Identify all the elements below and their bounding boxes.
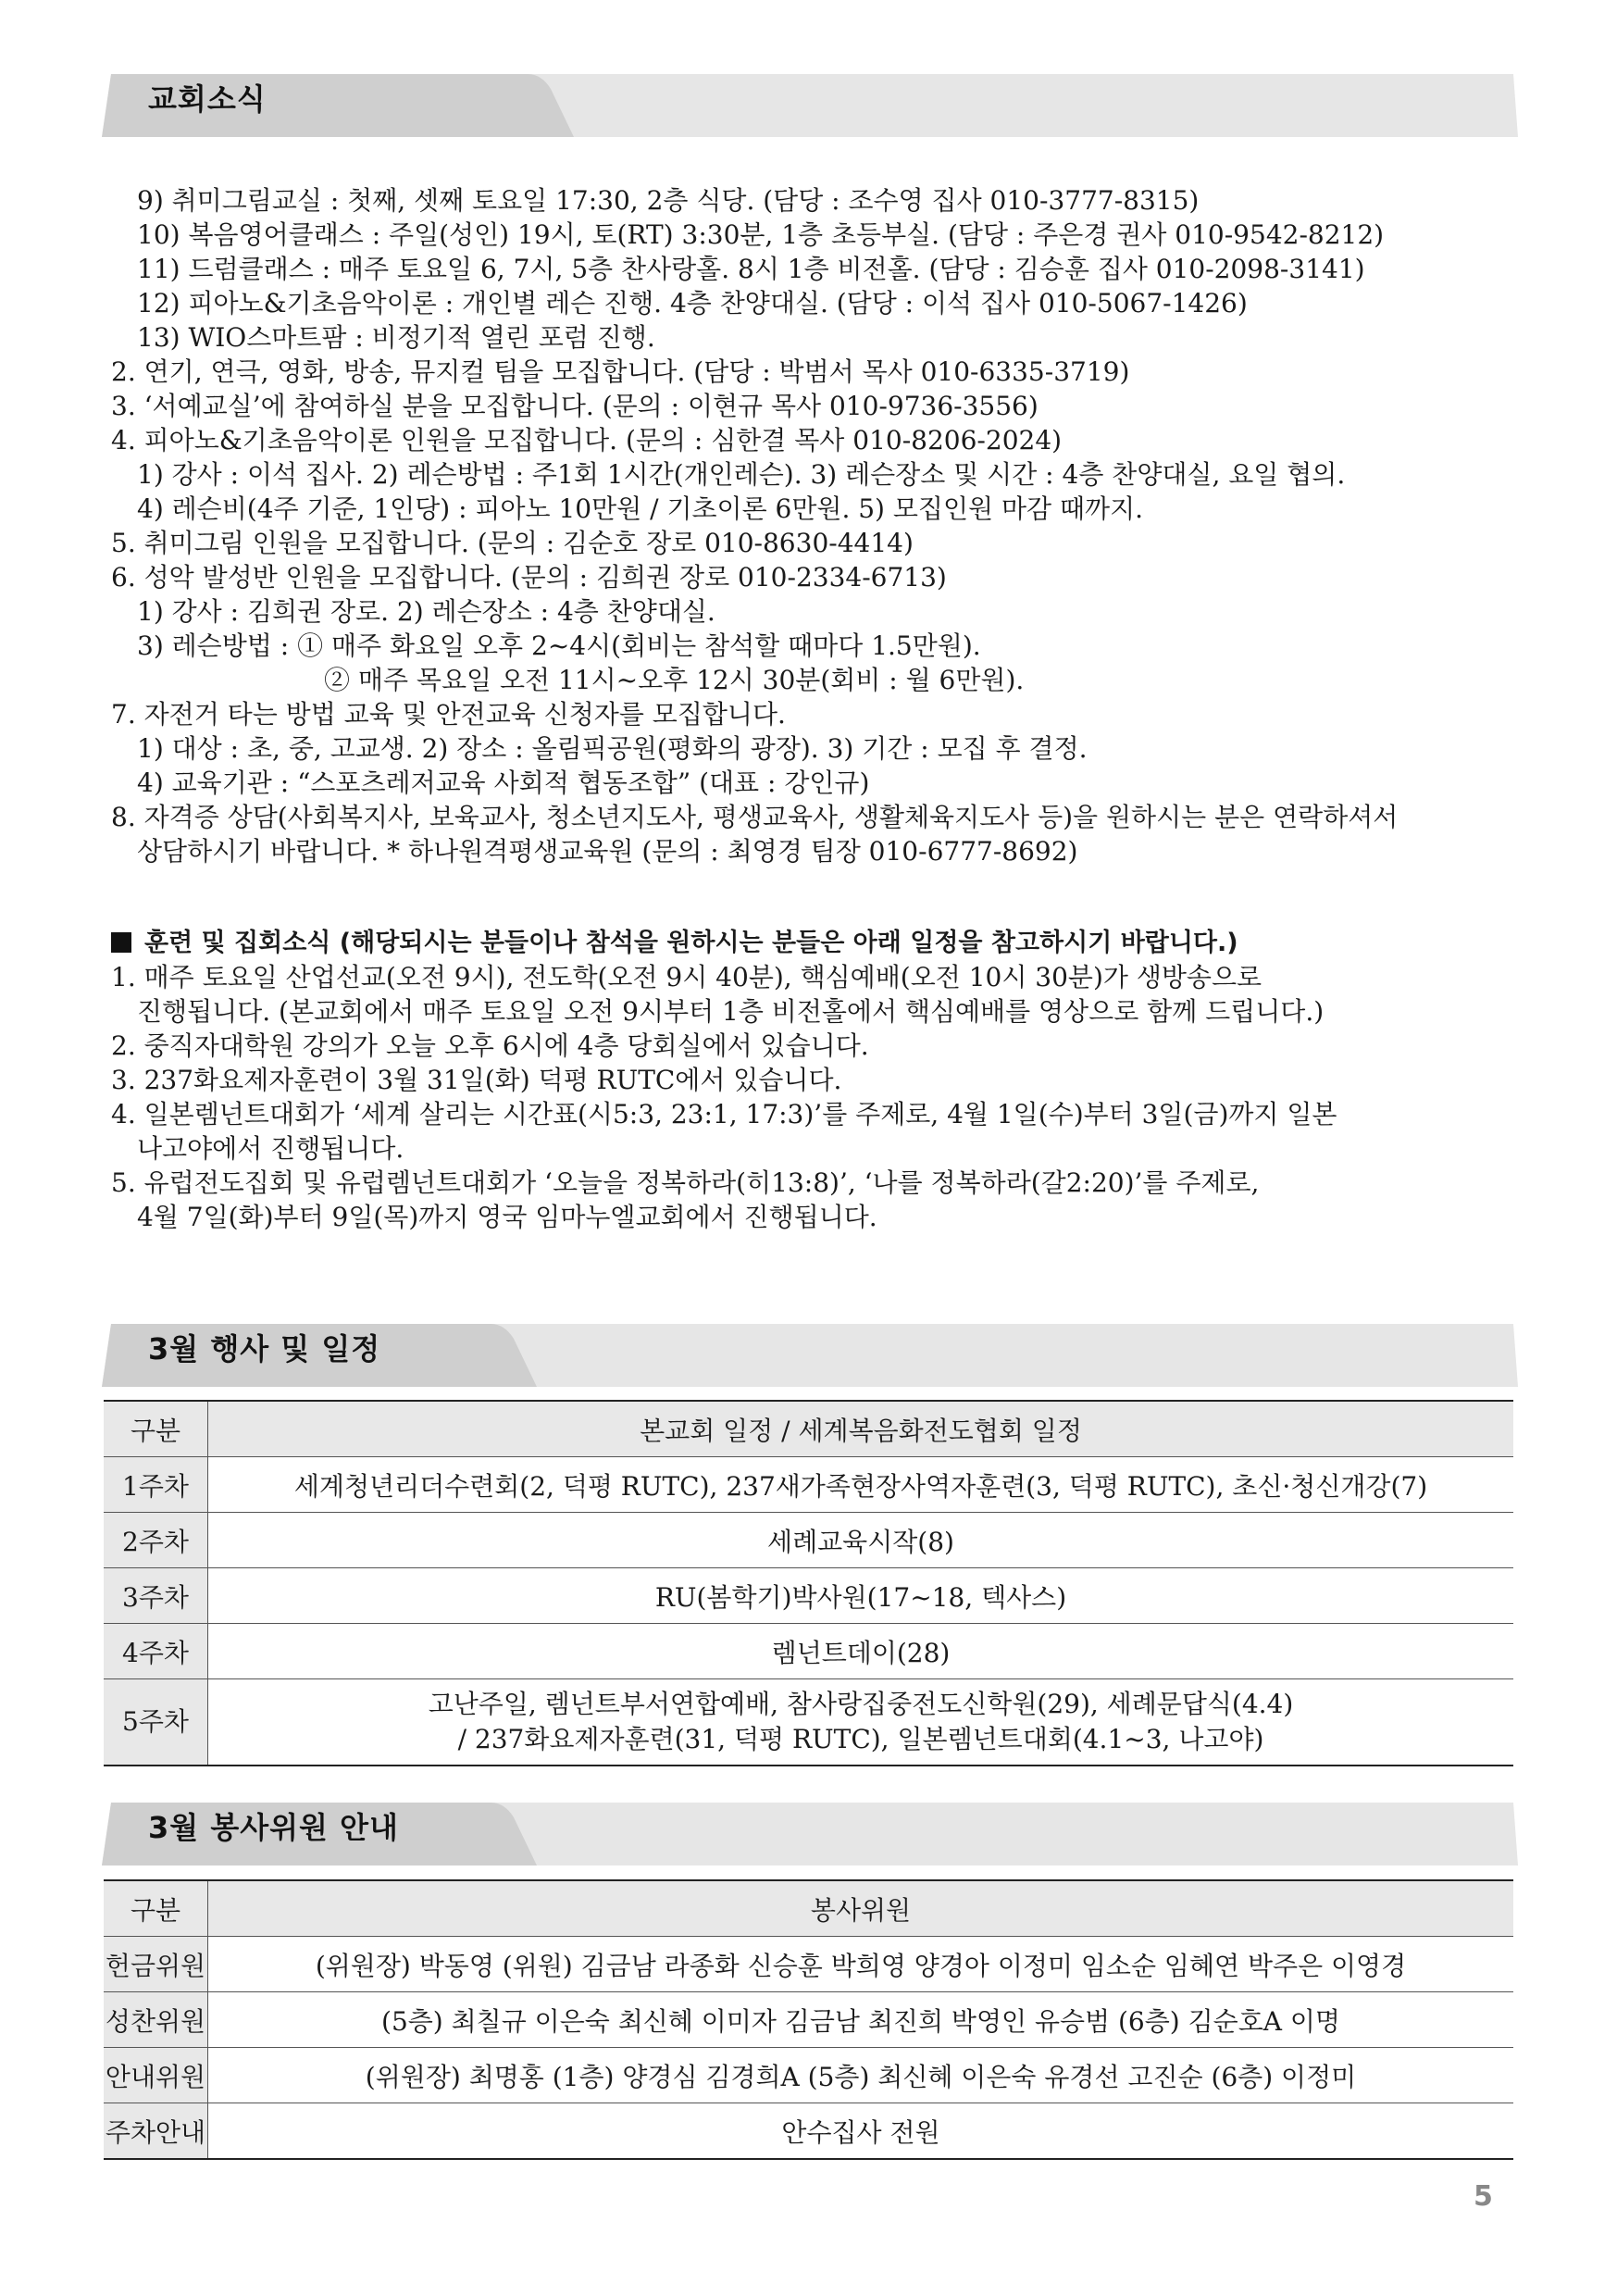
table-row (104, 1513, 1513, 1568)
table-row (104, 2103, 1513, 2160)
square-bullet-icon (111, 932, 131, 953)
week-events-line: / 237화요제자훈련(31, 덕평 RUTC), 일본렘넌트대회(4.1~3, 나고야) (457, 1724, 1264, 1754)
table-row (104, 1624, 1513, 1679)
news-line: 5. 취미그림 인원을 모집합니다. (문의 : 김순호 장로 010-8630-4414) (111, 528, 914, 558)
news-line: 3) 레슨방법 : ① 매주 화요일 오후 2~4시(회비는 참석할 때마다 1.5만원). (137, 630, 981, 661)
volunteers-table (104, 1879, 1513, 2160)
news-line: 4. 피아노&기초음악이론 인원을 모집합니다. (문의 : 심한결 목사 010-8206-2024) (111, 425, 1063, 455)
week-events: 세례교육시작(8) (208, 1513, 1514, 1568)
week-events (208, 1679, 1514, 1766)
news-line: 9) 취미그림교실 : 첫째, 셋째 토요일 17:30, 2층 식당. (담당 : 조수영 집사 010-3777-8315) (137, 185, 1200, 216)
table-header-cell: 구분 (104, 1880, 208, 1937)
role-members: 안수집사 전원 (208, 2103, 1514, 2160)
training-heading-text: 훈련 및 집회소식 (해당되시는 분들이나 참석을 원하시는 분들은 아래 일정을 참고하시기 바랍니다.) (144, 929, 1238, 957)
training-line: 진행됩니다. (본교회에서 매주 토요일 오전 9시부터 1층 비전홀에서 핵심예배를 영상으로 함께 드립니다.) (137, 996, 1325, 1027)
role-members: (위원장) 박동영 (위원) 김금남 라종화 신승훈 박희영 양경아 이정미 임소순 임혜연 박주은 이영경 (208, 1937, 1514, 1992)
table-row (104, 1457, 1513, 1513)
role-label: 헌금위원 (104, 1937, 208, 1992)
week-events: 렘넌트데이(28) (208, 1624, 1514, 1679)
week-events: 세계청년리더수련회(2, 덕평 RUTC), 237새가족현장사역자훈련(3, 덕평 RUTC), 초신·청신개강(7) (208, 1457, 1514, 1513)
news-line: ② 매주 목요일 오전 11시~오후 12시 30분(회비 : 월 6만원). (324, 665, 1025, 695)
news-line: 1) 강사 : 김희권 장로. 2) 레슨장소 : 4층 찬양대실. (137, 596, 715, 627)
section-header-band (102, 63, 1518, 137)
section-title: 3월 봉사위원 안내 (148, 1810, 399, 1845)
training-line: 1. 매주 토요일 산업선교(오전 9시), 전도학(오전 9시 40분), 핵심예배(오전 10시 30분)가 생방송으로 (111, 962, 1263, 992)
news-line: 11) 드럼클래스 : 매주 토요일 6, 7시, 5층 찬사랑홀. 8시 1층 비전홀. (담당 : 김승훈 집사 010-2098-3141) (137, 254, 1365, 284)
training-heading (111, 926, 1518, 960)
role-members: (5층) 최칠규 이은숙 최신혜 이미자 김금남 최진희 박영인 유승범 (6층) 김순호A 이명 (208, 1992, 1514, 2048)
news-line: 2. 연기, 연극, 영화, 방송, 뮤지컬 팀을 모집합니다. (담당 : 박범서 목사 010-6335-3719) (111, 356, 1130, 387)
table-header-cell: 구분 (104, 1401, 208, 1457)
training-line: 4월 7일(화)부터 9일(목)까지 영국 임마누엘교회에서 진행됩니다. (137, 1202, 877, 1232)
news-line: 12) 피아노&기초음악이론 : 개인별 레슨 진행. 4층 찬양대실. (담당 : 이석 집사 010-5067-1426) (137, 288, 1248, 318)
week-events-line: 고난주일, 렘넌트부서연합예배, 참사랑집중전도신학원(29), 세례문답식(4.4) (428, 1689, 1294, 1719)
table-row (104, 1679, 1513, 1766)
news-line: 3. ‘서예교실’에 참여하실 분을 모집합니다. (문의 : 이현규 목사 010-9736-3556) (111, 391, 1039, 421)
section-title: 3월 행사 및 일정 (148, 1331, 381, 1366)
role-label: 안내위원 (104, 2048, 208, 2103)
news-line: 8. 자격증 상담(사회복지사, 보육교사, 청소년지도사, 평생교육사, 생활체육지도사 등)을 원하시는 분은 연락하셔서 (111, 802, 1399, 832)
week-label: 4주차 (104, 1624, 208, 1679)
news-line: 4) 교육기관 : “스포츠레저교육 사회적 협동조합” (대표 : 강인규) (137, 767, 870, 798)
section-header-events (102, 1313, 1518, 1387)
week-label: 5주차 (104, 1679, 208, 1766)
news-line: 6. 성악 발성반 인원을 모집합니다. (문의 : 김희권 장로 010-2334-6713) (111, 562, 947, 593)
table-row (104, 2048, 1513, 2103)
training-line: 4. 일본렘넌트대회가 ‘세계 살리는 시간표(시5:3, 23:1, 17:3)’를 주제로, 4월 1일(수)부터 3일(금)까지 일본 (111, 1099, 1337, 1129)
table-row (104, 1992, 1513, 2048)
table-row (104, 1568, 1513, 1624)
table-header-cell: 봉사위원 (208, 1880, 1514, 1937)
section-header-church-news (102, 63, 1518, 137)
events-schedule-table (104, 1400, 1513, 1766)
table-header-row (104, 1401, 1513, 1457)
training-line: 3. 237화요제자훈련이 3월 31일(화) 덕평 RUTC에서 있습니다. (111, 1065, 842, 1095)
week-events: RU(봄학기)박사원(17~18, 텍사스) (208, 1568, 1514, 1624)
news-line: 7. 자전거 타는 방법 교육 및 안전교육 신청자를 모집합니다. (111, 699, 786, 730)
page-number: 5 (1474, 2180, 1493, 2213)
training-line: 2. 중직자대학원 강의가 오늘 오후 6시에 4층 당회실에서 있습니다. (111, 1030, 869, 1061)
news-line: 13) WIO스마트팜 : 비정기적 열린 포럼 진행. (137, 322, 655, 353)
training-line: 나고야에서 진행됩니다. (137, 1133, 404, 1164)
week-label: 1주차 (104, 1457, 208, 1513)
table-header-row (104, 1880, 1513, 1937)
news-line: 1) 강사 : 이석 집사. 2) 레슨방법 : 주1회 1시간(개인레슨). 3) 레슨장소 및 시간 : 4층 찬양대실, 요일 협의. (137, 459, 1346, 490)
week-label: 2주차 (104, 1513, 208, 1568)
news-line: 1) 대상 : 초, 중, 고교생. 2) 장소 : 올림픽공원(평화의 광장). 3) 기간 : 모집 후 결정. (137, 733, 1088, 764)
section-header-volunteers (102, 1791, 1518, 1866)
role-label: 주차안내 (104, 2103, 208, 2160)
table-row (104, 1937, 1513, 1992)
section-title: 교회소식 (148, 81, 267, 117)
role-label: 성찬위원 (104, 1992, 208, 2048)
news-line: 4) 레슨비(4주 기준, 1인당) : 피아노 10만원 / 기초이론 6만원. 5) 모집인원 마감 때까지. (137, 493, 1144, 524)
table-header-cell: 본교회 일정 / 세계복음화전도협회 일정 (208, 1401, 1514, 1457)
news-line: 상담하시기 바랍니다. * 하나원격평생교육원 (문의 : 최영경 팀장 010-6777-8692) (137, 836, 1078, 867)
role-members: (위원장) 최명홍 (1층) 양경심 김경희A (5층) 최신혜 이은숙 유경선 고진순 (6층) 이정미 (208, 2048, 1514, 2103)
church-news-list (111, 183, 1518, 868)
training-line: 5. 유럽전도집회 및 유럽렘넌트대회가 ‘오늘을 정복하라(히13:8)’, ‘나를 정복하라(갈2:20)’를 주제로, (111, 1167, 1260, 1198)
training-news (111, 926, 1518, 1234)
news-line: 10) 복음영어클래스 : 주일(성인) 19시, 토(RT) 3:30분, 1층 초등부실. (담당 : 주은경 권사 010-9542-8212) (137, 219, 1385, 250)
week-label: 3주차 (104, 1568, 208, 1624)
